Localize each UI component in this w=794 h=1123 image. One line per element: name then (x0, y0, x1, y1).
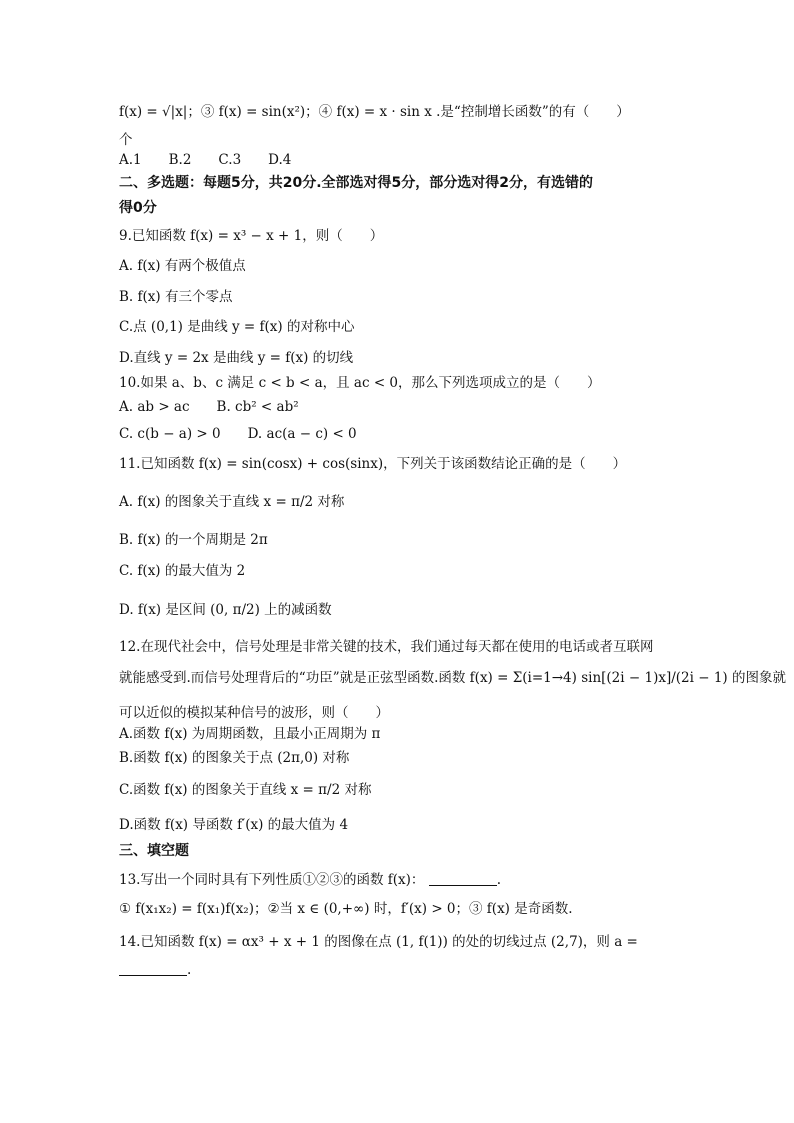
question-12-option: A.函数 f(x) 为周期函数，且最小正周期为 π (119, 726, 381, 742)
question-12-option: D.函数 f(x) 导函数 f′(x) 的最大值为 4 (119, 817, 349, 833)
question-12-option: B.函数 f(x) 的图象关于点 (2π,0) 对称 (119, 750, 350, 766)
q8-continued-line: f(x) = √|x|；③ f(x) = sin(x²)；④ f(x) = x · sin x .是“控制增长函数”的有（ ） (119, 104, 630, 120)
question-12: 12.在现代社会中，信号处理是非常关键的技术，我们通过每天都在使用的电话或者互联网 (119, 639, 654, 655)
question-10-options: C. c(b − a) > 0 D. ac(a − c) < 0 (119, 426, 357, 442)
question-12: 就能感受到.而信号处理背后的“功臣”就是正弦型函数.函数 f(x) = Σ(i=1→4) sin[(2i − 1)x]/(2i − 1) 的图象就 (119, 670, 786, 686)
question-13-properties: ① f(x₁x₂) = f(x₁)f(x₂)；②当 x ∈ (0,+∞) 时，f′(x) > 0；③ f(x) 是奇函数. (119, 901, 573, 917)
question-12-option: C.函数 f(x) 的图象关于直线 x = π/2 对称 (119, 782, 372, 798)
answer-blank[interactable] (119, 961, 187, 976)
question-10-options: A. ab > ac B. cb² < ab² (119, 399, 299, 415)
section-heading-multiple-choice: 二、多选题：每题5分，共20分.全部选对得5分，部分选对得2分，有选错的 (119, 175, 594, 191)
question-11-option: C. f(x) 的最大值为 2 (119, 563, 246, 579)
question-14-blank-line: . (119, 960, 191, 980)
question-11-option: A. f(x) 的图象关于直线 x = π/2 对称 (119, 494, 345, 510)
section-heading-multiple-choice: 得0分 (119, 200, 157, 216)
section-heading-fill-in: 三、填空题 (119, 843, 189, 859)
question-9: 9.已知函数 f(x) = x³ − x + 1，则（ ） (119, 228, 384, 244)
question-9-option: B. f(x) 有三个零点 (119, 289, 233, 305)
question-9-option: C.点 (0,1) 是曲线 y = f(x) 的对称中心 (119, 319, 355, 335)
question-14: 14.已知函数 f(x) = αx³ + x + 1 的图像在点 (1, f(1)) 的处的切线过点 (2,7)，则 a = (119, 934, 638, 950)
q8-options: A.1 B.2 C.3 D.4 (119, 152, 292, 168)
question-11: 11.已知函数 f(x) = sin(cosx) + cos(sinx)，下列关于该函数结论正确的是（ ） (119, 456, 627, 472)
question-11-option: D. f(x) 是区间 (0, π/2) 上的减函数 (119, 602, 332, 618)
answer-blank[interactable] (429, 871, 497, 886)
question-12: 可以近似的模拟某种信号的波形，则（ ） (119, 705, 389, 721)
q8-continued-line: 个 (119, 132, 133, 148)
question-9-option: D.直线 y = 2x 是曲线 y = f(x) 的切线 (119, 350, 354, 366)
question-11-option: B. f(x) 的一个周期是 2π (119, 532, 268, 548)
question-10: 10.如果 a、b、c 满足 c < b < a，且 ac < 0，那么下列选项成立的是（ ） (119, 375, 601, 391)
question-13: 13.写出一个同时具有下列性质①②③的函数 f(x)： . (119, 872, 501, 888)
question-9-option: A. f(x) 有两个极值点 (119, 258, 246, 274)
